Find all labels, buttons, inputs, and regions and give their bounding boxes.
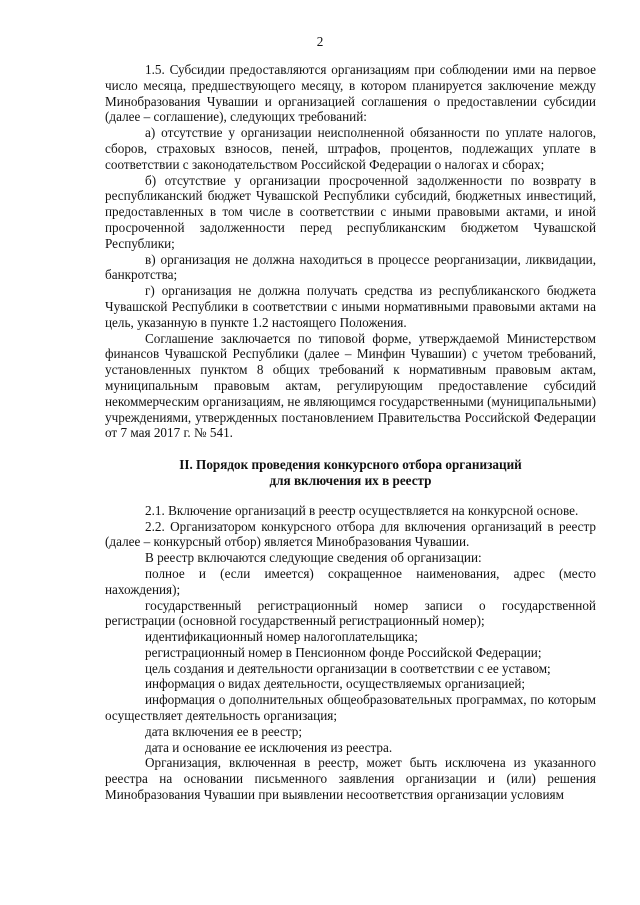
paragraph-exclusion: Организация, включенная в реестр, может быть исключена из указанного реестра на основании письменного заявления организации и (или) решения Минобразования Чувашии при выявлении несоответствия организации условиям <box>105 755 596 803</box>
list-item-activities: информация о видах деятельности, осуществляемых организацией; <box>145 676 526 692</box>
paragraph-1-5: 1.5. Субсидии предоставляются организациям при соблюдении ими на первое число месяца, предшествующего месяцу, в котором планируется заключение между Минобразования Чувашии и организацией соглашения о предоставлении субсидии (далее – соглашение), следующих требований: <box>105 62 596 125</box>
paragraph-agreement: Соглашение заключается по типовой форме, утверждаемой Министерством финансов Чувашской Республики (далее – Минфин Чувашии) с учетом требований, установленных пунктом 8 общих требований к нормативным правовым актам, муниципальным правовым актам, регулирующим предоставление субсидий некоммерческим организациям, не являющимся государственными (муниципальными) учреждениями, утвержденных постановлением Правительства Российской Федерации от 7 мая 2017 г. № 541. <box>105 330 596 441</box>
document-body <box>105 62 596 803</box>
paragraph-2-2: 2.2. Организатором конкурсного отбора для включения организаций в реестр (далее – конкурсный отбор) является Минобразования Чувашии. <box>105 518 596 550</box>
page-number: 2 <box>316 34 324 49</box>
paragraph-requirement-b: б) отсутствие у организации просроченной задолженности по возврату в республиканский бюджет Чувашской Республики субсидий, бюджетных инвестиций, предоставленных в том числе в соответствии с иными правовыми актами, и иной просроченной задолженности перед республиканским бюджетом Чувашской Республики; <box>105 172 596 251</box>
section-2-heading-line-2: для включения их в реестр <box>269 472 432 488</box>
list-item-inn: идентификационный номер налогоплательщика; <box>145 629 418 645</box>
list-item-date-in: дата включения ее в реестр; <box>145 723 303 739</box>
section-2-heading <box>105 457 596 489</box>
paragraph-2-1: 2.1. Включение организаций в реестр осуществляется на конкурсной основе. <box>145 502 579 518</box>
paragraph-registry-intro: В реестр включаются следующие сведения об организации: <box>145 550 482 566</box>
section-2-heading-line-1: II. Порядок проведения конкурсного отбора организаций <box>179 457 522 473</box>
paragraph-requirement-a: а) отсутствие у организации неисполненной обязанности по уплате налогов, сборов, страховых взносов, пеней, штрафов, процентов, подлежащих уплате в соответствии с законодательством Российской Федерации о налогах и сборах; <box>105 125 596 172</box>
paragraph-requirement-v: в) организация не должна находиться в процессе реорганизации, ликвидации, банкротства; <box>105 251 596 283</box>
list-item-purpose: цель создания и деятельности организации в соответствии с ее уставом; <box>145 660 551 676</box>
paragraph-requirement-g: г) организация не должна получать средства из республиканского бюджета Чувашской Республики в соответствии с иными нормативными правовыми актами на цель, указанную в пункте 1.2 настоящего Положения. <box>105 283 596 330</box>
list-item-programs: информация о дополнительных общеобразовательных программах, по которым осуществляет деятельность организация; <box>105 692 596 724</box>
list-item-name: полное и (если имеется) сокращенное наименования, адрес (место нахождения); <box>105 565 596 597</box>
list-item-pension: регистрационный номер в Пенсионном фонде Российской Федерации; <box>145 644 542 660</box>
list-item-reg-number: государственный регистрационный номер записи о государственной регистрации (основной государственный регистрационный номер); <box>105 597 596 629</box>
list-item-date-out: дата и основание ее исключения из реестра. <box>145 739 393 755</box>
